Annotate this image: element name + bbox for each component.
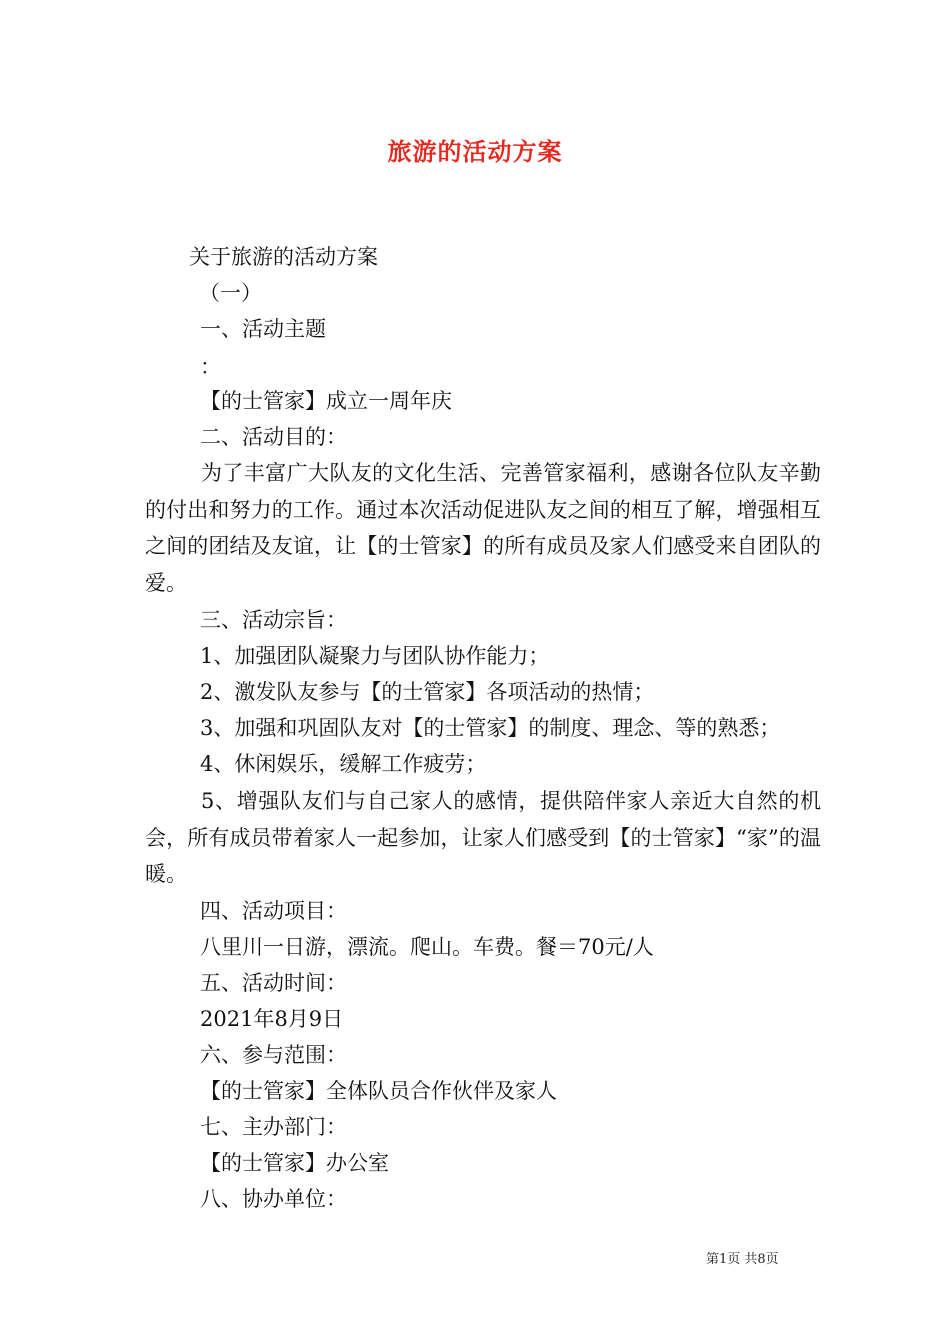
scope-content: 【的士管家】全体队员合作伙伴及家人 [200, 1079, 557, 1103]
theme-colon: ： [200, 355, 221, 379]
section-number: （一） [199, 281, 262, 305]
purpose-paragraph: 为了丰富广大队友的文化生活、完善管家福利，感谢各位队友辛勤的付出和努力的工作。通过本次活动促进队友之间的相互了解，增强相互之间的团结及友谊，让【的士管家】的所有成员及家人们感受来自团队的爱。 [145, 461, 821, 595]
projects-content: 八里川一日游，漂流。爬山。车费。餐＝70元/人 [200, 935, 654, 959]
tenet-item-2: 2、激发队友参与【的士管家】各项活动的热情； [200, 680, 655, 704]
document-title: 旅游的活动方案 [387, 137, 563, 166]
tenet-item-1: 1、加强团队凝聚力与团队协作能力； [200, 644, 550, 668]
section-heading-projects: 四、活动项目： [200, 899, 347, 923]
theme-content: 【的士管家】成立一周年庆 [200, 389, 452, 413]
section-heading-scope: 六、参与范围： [200, 1043, 347, 1067]
time-content: 2021年8月9日 [200, 1007, 344, 1031]
tenet-item-5: 5、增强队友们与自己家人的感情，提供陪伴家人亲近大自然的机会，所有成员带着家人一起参加，让家人们感受到【的士管家】“家”的温暖。 [145, 789, 821, 886]
page-footer: 第1页 共8页 [706, 1252, 779, 1267]
section-heading-tenet: 三、活动宗旨： [200, 608, 347, 632]
section-heading-purpose: 二、活动目的： [200, 425, 347, 449]
document-subtitle: 关于旅游的活动方案 [189, 245, 378, 269]
organizer-content: 【的士管家】办公室 [200, 1151, 389, 1175]
tenet-item-3: 3、加强和巩固队友对【的士管家】的制度、理念、等的熟悉； [200, 716, 781, 740]
section-heading-theme: 一、活动主题 [200, 317, 326, 341]
section-heading-time: 五、活动时间： [200, 971, 347, 995]
section-heading-organizer: 七、主办部门： [200, 1115, 347, 1139]
tenet-item-4: 4、休闲娱乐，缓解工作疲劳； [200, 752, 487, 776]
section-heading-co-organizer: 八、协办单位： [200, 1187, 347, 1211]
